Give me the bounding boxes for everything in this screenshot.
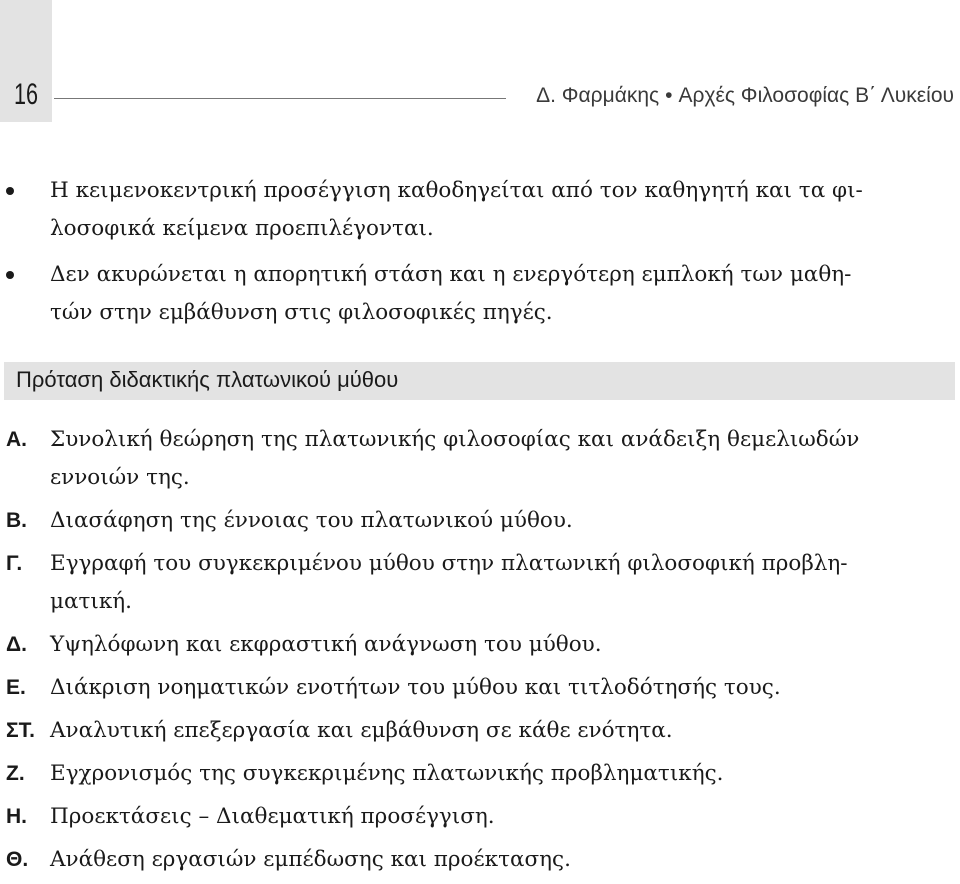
step-letter: Β. bbox=[6, 509, 27, 532]
header-book-title: Αρχές Φιλοσοφίας Β΄ Λυκείου bbox=[678, 84, 954, 107]
step-text-line: Αναλυτική επεξεργασία και εμβάθυνση σε κάθε ενότητα. bbox=[50, 718, 673, 743]
step-item bbox=[0, 798, 960, 836]
step-text-line: εννοιών της. bbox=[50, 465, 190, 490]
bullet-text-line: Δεν ακυρώνεται η απορητική στάση και η ενεργότερη εμπλοκή των μαθη- bbox=[50, 262, 852, 287]
page-number: 16 bbox=[13, 78, 39, 111]
step-text-line: Συνολική θεώρηση της πλατωνικής φιλοσοφίας και ανάδειξη θεμελιωδών bbox=[50, 427, 860, 452]
step-letter: ΣΤ. bbox=[6, 719, 35, 742]
bullet-item bbox=[0, 172, 960, 248]
bullet-dot-icon bbox=[6, 271, 14, 279]
step-text-line: Προεκτάσεις – Διαθεματική προσέγγιση. bbox=[50, 804, 495, 829]
bullet-text-line: λοσοφικά κείμενα προεπιλέγονται. bbox=[50, 216, 434, 241]
step-letter: Η. bbox=[6, 805, 27, 828]
header-separator: • bbox=[665, 84, 673, 107]
bullet-list bbox=[0, 172, 960, 340]
header-author: Δ. Φαρμάκης bbox=[536, 84, 660, 107]
step-letter: Α. bbox=[6, 428, 27, 451]
bullet-item bbox=[0, 256, 960, 332]
step-item bbox=[0, 545, 960, 621]
bullet-text-line: Η κειμενοκεντρική προσέγγιση καθοδηγείται από τον καθηγητή και τα φι- bbox=[50, 178, 863, 203]
step-item bbox=[0, 755, 960, 793]
step-text-line: Υψηλόφωνη και εκφραστική ανάγνωση του μύθου. bbox=[50, 632, 602, 657]
steps-list bbox=[0, 421, 960, 884]
step-text-line: Εγχρονισμός της συγκεκριμένης πλατωνικής προβληματικής. bbox=[50, 761, 724, 786]
step-text-line: ματική. bbox=[50, 589, 132, 614]
step-item bbox=[0, 421, 960, 497]
bullet-dot-icon bbox=[6, 187, 14, 195]
step-letter: Θ. bbox=[6, 848, 29, 871]
step-text-line: Εγγραφή του συγκεκριμένου μύθου στην πλατωνική φιλοσοφική προβλη- bbox=[50, 551, 848, 576]
header-rule bbox=[54, 98, 506, 99]
step-item bbox=[0, 712, 960, 750]
step-letter: Δ. bbox=[6, 633, 27, 656]
step-item bbox=[0, 841, 960, 879]
bullet-text-line: τών στην εμβάθυνση στις φιλοσοφικές πηγές. bbox=[50, 300, 553, 325]
section-title: Πρόταση διδακτικής πλατωνικού μύθου bbox=[16, 367, 399, 392]
step-item bbox=[0, 626, 960, 664]
step-text-line: Ανάθεση εργασιών εμπέδωσης και προέκτασης. bbox=[50, 847, 571, 872]
running-header bbox=[536, 84, 954, 108]
step-text-line: Διασάφηση της έννοιας του πλατωνικού μύθου. bbox=[50, 508, 573, 533]
step-text-line: Διάκριση νοηματικών ενοτήτων του μύθου και τιτλοδότησής τους. bbox=[50, 675, 781, 700]
section-heading-bar bbox=[4, 362, 955, 400]
step-letter: Ζ. bbox=[6, 762, 25, 785]
step-letter: Γ. bbox=[6, 552, 23, 575]
step-letter: Ε. bbox=[6, 676, 26, 699]
step-item bbox=[0, 669, 960, 707]
step-item bbox=[0, 502, 960, 540]
